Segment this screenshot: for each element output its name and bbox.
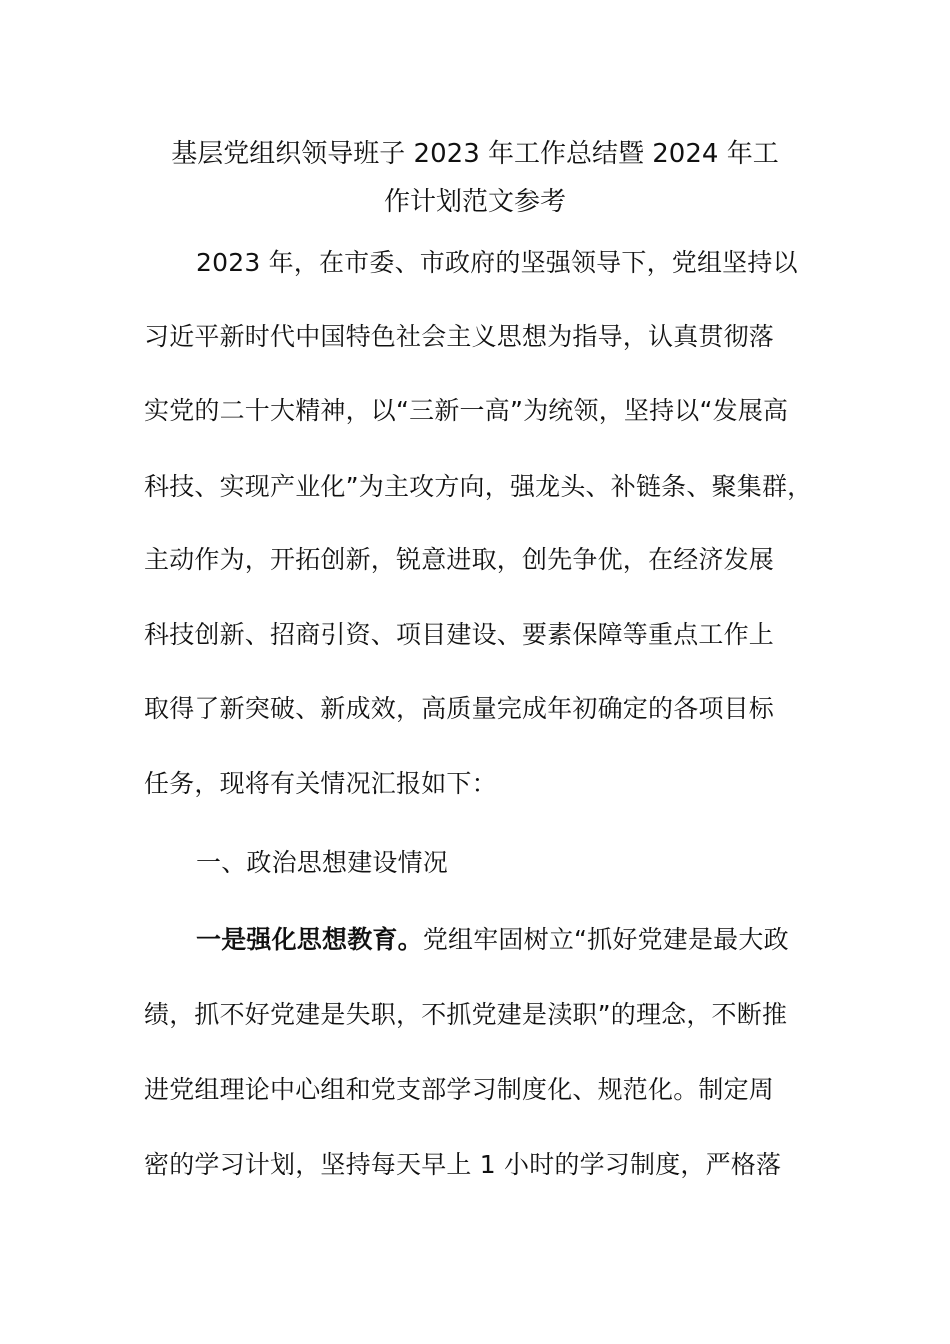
intro-line-8: 任务，现将有关情况汇报如下： (144, 769, 497, 798)
document-title-line-2: 作计划范文参考 (383, 187, 566, 217)
item-1-first-line (196, 925, 789, 955)
document-title-line-1: 基层党组织领导班子 2023 年工作总结暨 2024 年工 (171, 139, 779, 169)
item-1-first-line-rest: 党组牢固树立“抓好党建是最大政 (422, 925, 789, 954)
intro-line-2: 习近平新时代中国特色社会主义思想为指导，认真贯彻落 (144, 322, 775, 351)
item-1-line-4: 密的学习计划，坚持每天早上 1 小时的学习制度，严格落 (144, 1150, 782, 1179)
intro-line-5: 主动作为，开拓创新，锐意进取，创先争优，在经济发展 (144, 545, 775, 574)
intro-line-1: 2023 年，在市委、市政府的坚强领导下，党组坚持以 (196, 248, 798, 277)
intro-line-4: 科技、实现产业化”为主攻方向，强龙头、补链条、聚集群， (144, 472, 813, 501)
intro-line-3: 实党的二十大精神，以“三新一高”为统领，坚持以“发展高 (144, 396, 789, 425)
item-1-bold-lead: 一是强化思想教育。 (196, 925, 423, 954)
item-1-line-3: 进党组理论中心组和党支部学习制度化、规范化。制定周 (144, 1075, 775, 1104)
intro-line-6: 科技创新、招商引资、项目建设、要素保障等重点工作上 (144, 620, 775, 649)
intro-line-7: 取得了新突破、新成效，高质量完成年初确定的各项目标 (144, 694, 775, 723)
item-1-line-2: 绩，抓不好党建是失职，不抓党建是渎职”的理念，不断推 (144, 1000, 788, 1029)
section-heading: 一、政治思想建设情况 (196, 848, 449, 877)
